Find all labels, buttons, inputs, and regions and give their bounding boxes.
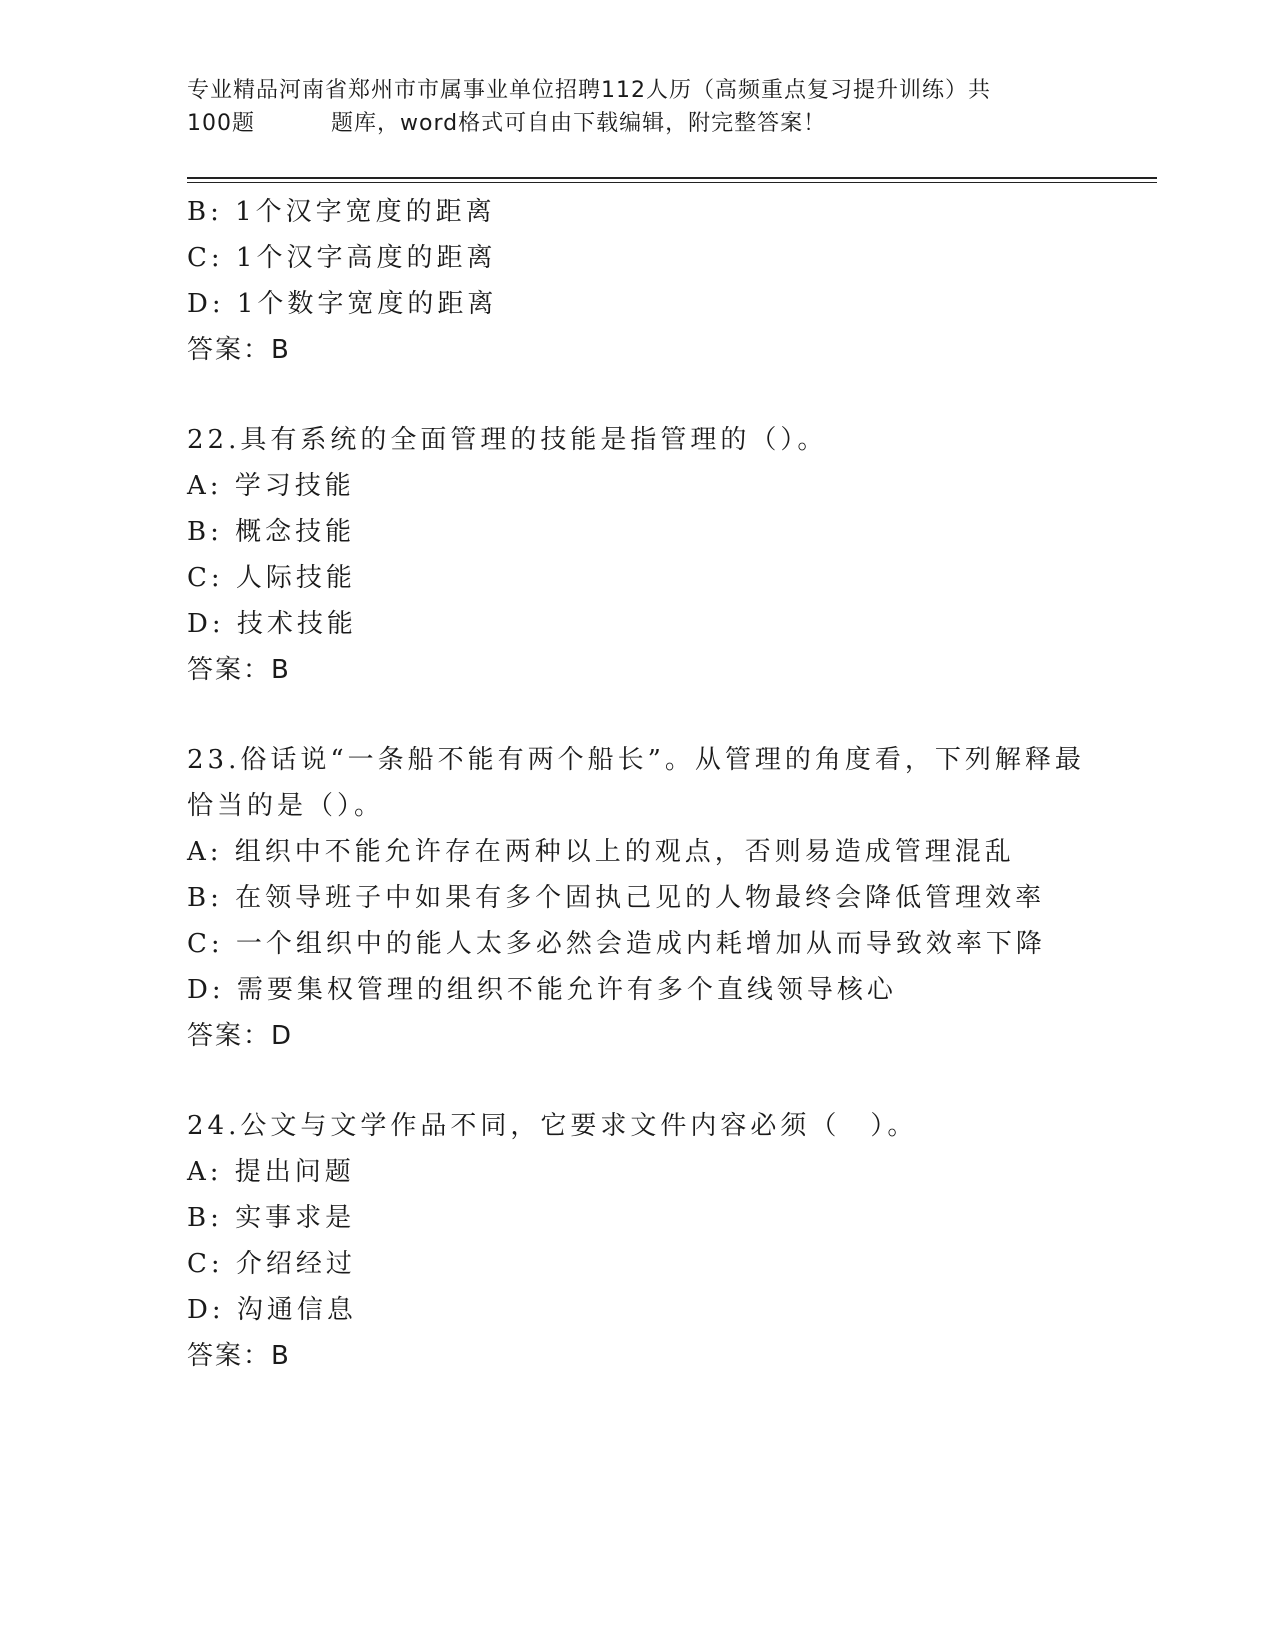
option-d: D: 1个数字宽度的距离 xyxy=(187,289,498,319)
option-a: A: 学习技能 xyxy=(187,471,355,501)
header-rule-thin xyxy=(187,182,1157,183)
question-21-continued xyxy=(187,189,1087,373)
question-text: 24.公文与文学作品不同，它要求文件内容必须（ ）。 xyxy=(187,1111,918,1141)
option-d: D: 需要集权管理的组织不能允许有多个直线领导核心 xyxy=(187,975,897,1005)
question-23 xyxy=(187,737,1087,1059)
header-description: 题库，word格式可自由下载编辑，附完整答案！ xyxy=(331,111,827,136)
question-list xyxy=(187,189,1087,1379)
option-a: A: 提出问题 xyxy=(187,1157,355,1187)
option-d: D: 沟通信息 xyxy=(187,1295,357,1325)
question-text: 23.俗话说“一条船不能有两个船长”。从管理的角度看，下列解释最 xyxy=(187,745,1085,775)
option-b: B: 实事求是 xyxy=(187,1203,356,1233)
answer-line: 答案：B xyxy=(187,655,291,685)
document-header xyxy=(187,74,1087,140)
option-d: D: 技术技能 xyxy=(187,609,357,639)
option-a: A: 组织中不能允许存在两种以上的观点，否则易造成管理混乱 xyxy=(187,837,1015,867)
option-c: C: 一个组织中的能人太多必然会造成内耗增加从而导致效率下降 xyxy=(187,929,1046,959)
answer-line: 答案：D xyxy=(187,1021,294,1051)
option-c: C: 人际技能 xyxy=(187,563,356,593)
question-text-continued: 恰当的是（）。 xyxy=(187,791,385,821)
header-rule-thick xyxy=(187,177,1157,179)
option-c: C: 1个汉字高度的距离 xyxy=(187,243,497,273)
header-line-1: 专业精品河南省郑州市市属事业单位招聘112人历（高频重点复习提升训练）共 xyxy=(187,78,991,103)
header-line-2 xyxy=(187,107,1087,140)
option-b: B: 概念技能 xyxy=(187,517,356,547)
option-b: B: 在领导班子中如果有多个固执己见的人物最终会降低管理效率 xyxy=(187,883,1046,913)
answer-line: 答案：B xyxy=(187,1341,291,1371)
header-question-count: 100题 xyxy=(187,111,255,136)
option-b: B: 1个汉字宽度的距离 xyxy=(187,197,496,227)
option-c: C: 介绍经过 xyxy=(187,1249,356,1279)
question-text: 22.具有系统的全面管理的技能是指管理的（）。 xyxy=(187,425,828,455)
answer-line: 答案：B xyxy=(187,335,291,365)
question-24 xyxy=(187,1103,1087,1379)
question-22 xyxy=(187,417,1087,693)
